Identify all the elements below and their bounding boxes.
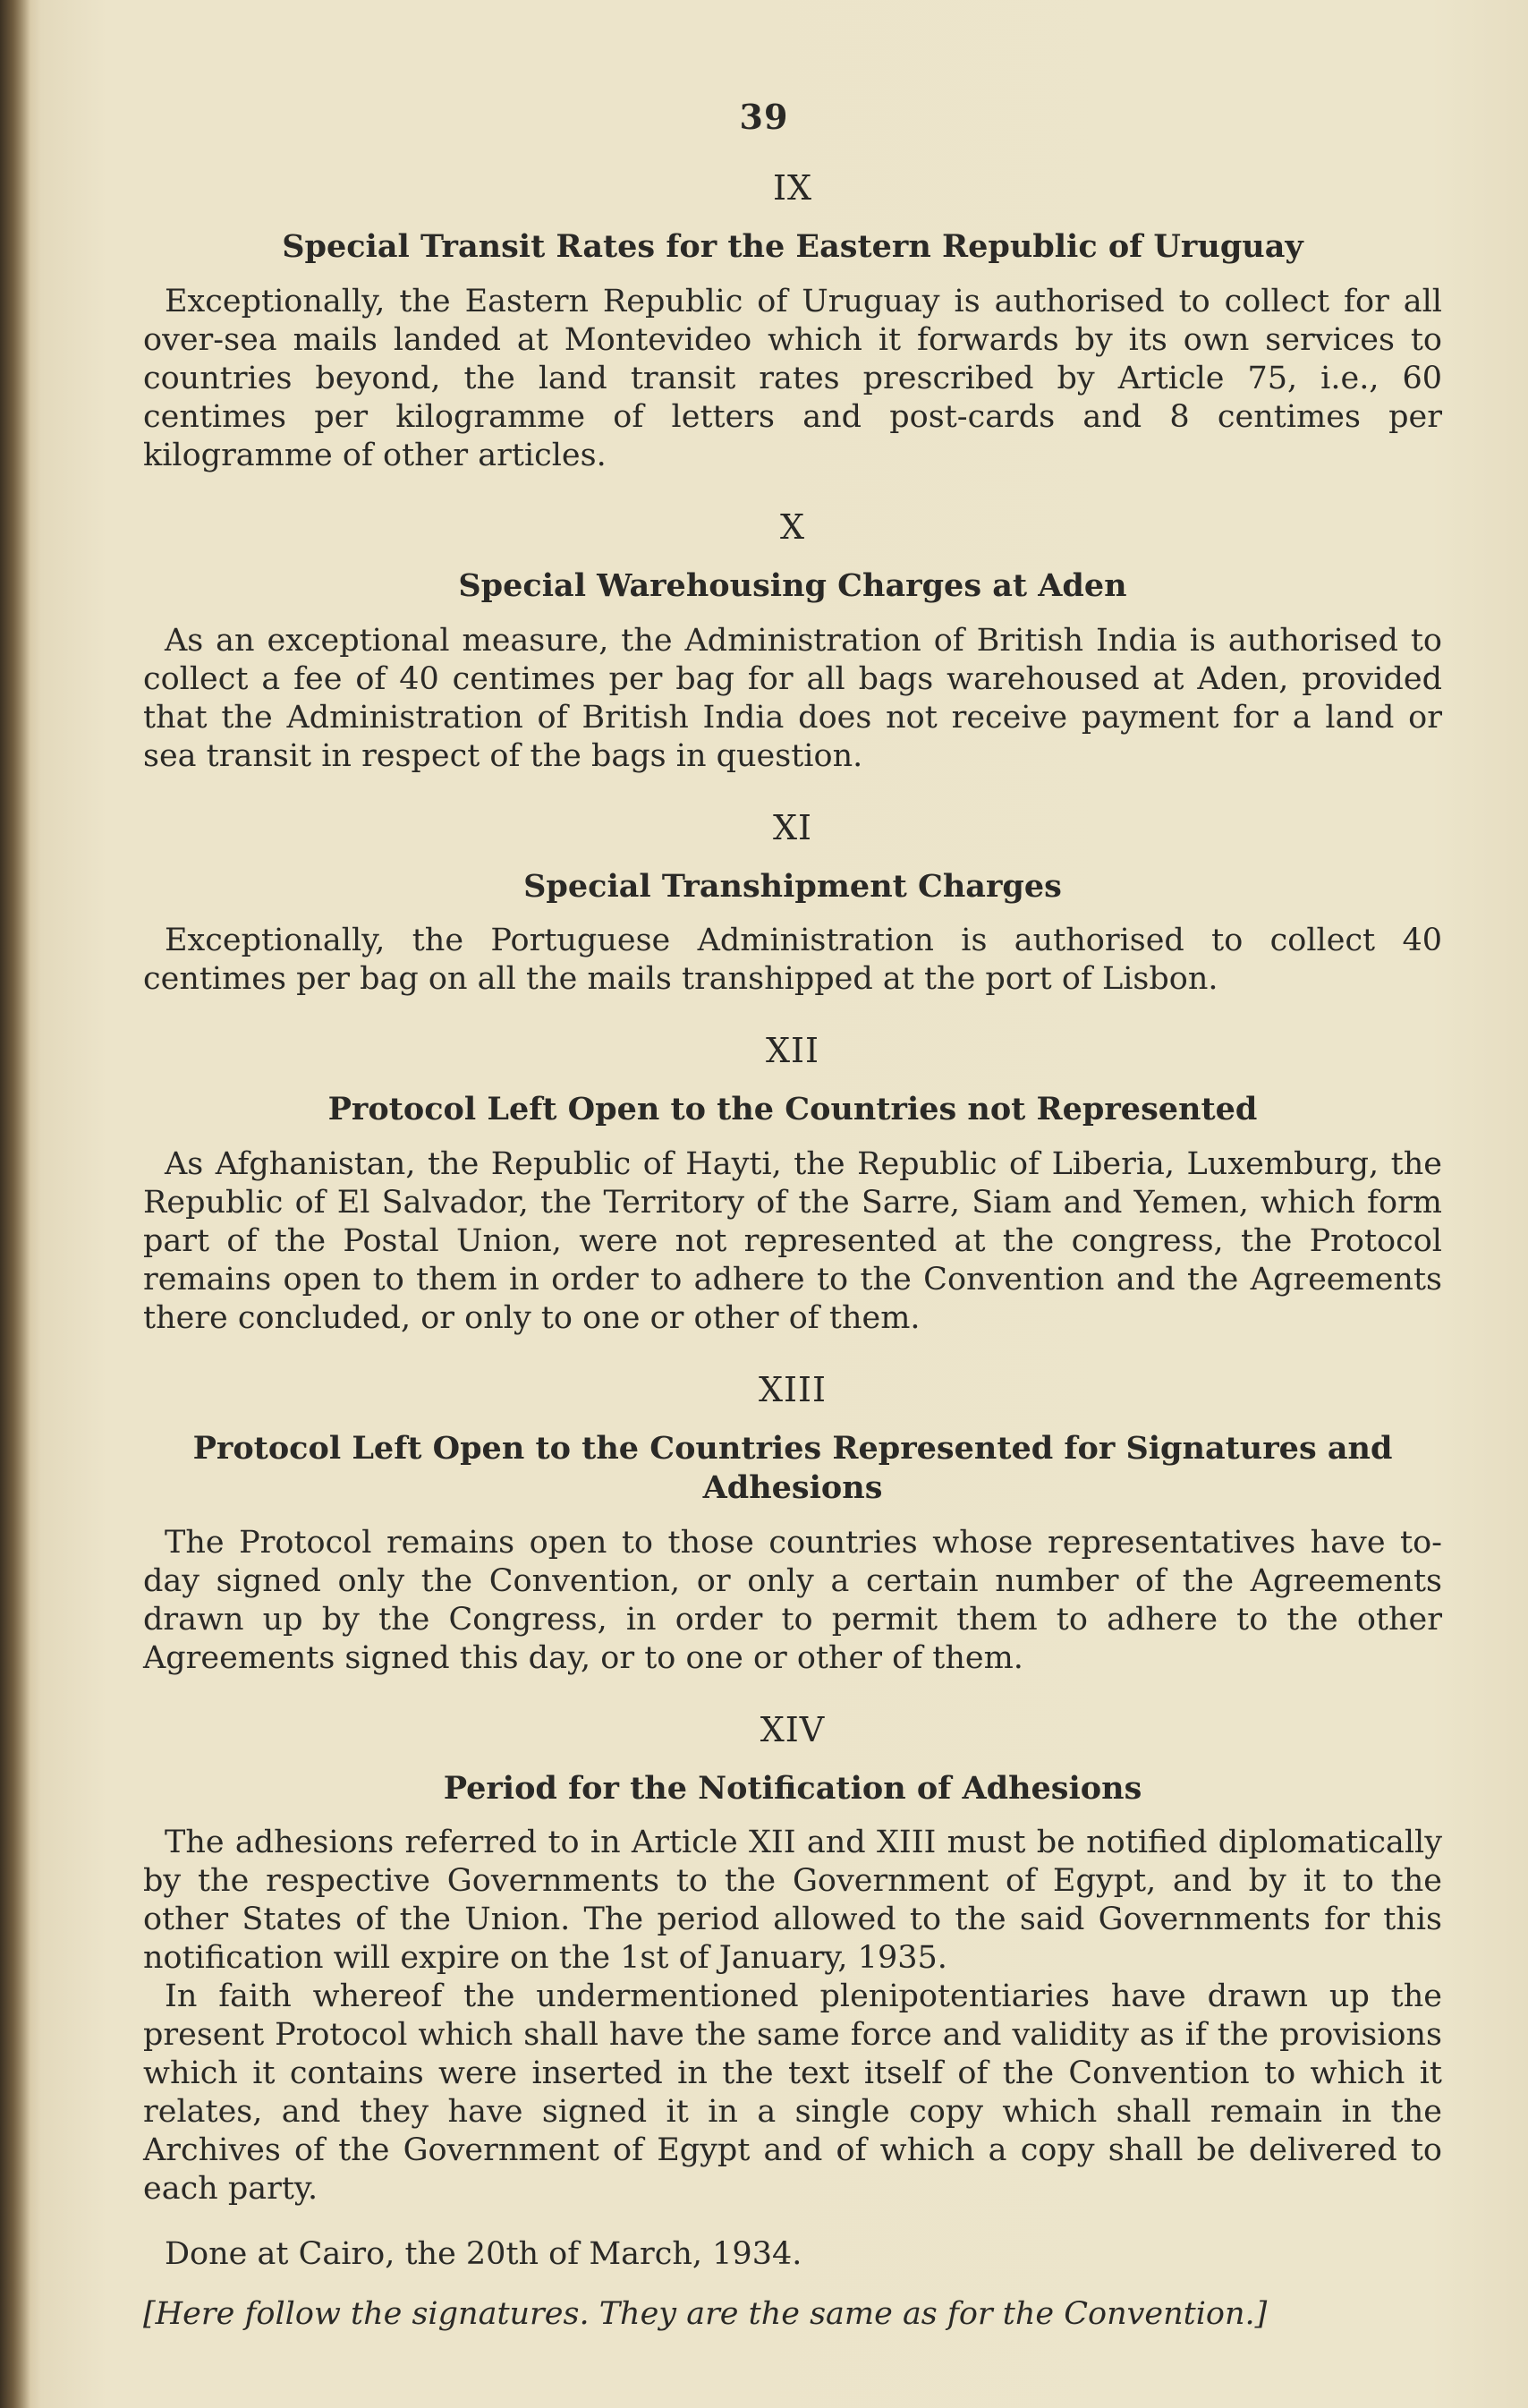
section-paragraph: The adhesions referred to in Article XII and XIII must be notified diplomatically by the respective Governments to the Government of Egypt, and by it to the other States of the Union. The period allowed to the said Governments for this notification will expire on the 1st of January, 1935.	[143, 1825, 1442, 1977]
section-numeral: X	[779, 506, 806, 547]
section-paragraph: As an exceptional measure, the Administration of British India is authorised to collect a fee of 40 centimes per bag for all bags warehoused at Aden, provided that the Administration of British India does not receive payment for a land or sea transit in respect of the bags in question.	[143, 622, 1442, 774]
section-title: Special Transit Rates for the Eastern Republic of Uruguay	[282, 228, 1303, 265]
section-numeral: XIII	[758, 1370, 828, 1409]
section-paragraph: Exceptionally, the Portuguese Administration is authorised to collect 40 centimes per bag on all the mails transhipped at the port of Lisbon.	[143, 923, 1442, 998]
book-gutter	[0, 0, 30, 2408]
section-paragraph: In faith whereof the undermentioned plenipotentiaries have drawn up the present Protocol which shall have the same force and validity as if the provisions which it contains were inserted in the text itself of the Convention to which it relates, and they have signed it in a single copy which shall remain in the Archives of the Government of Egypt and of which a copy shall be delivered to each party.	[143, 1978, 1442, 2208]
section-paragraph: As Afghanistan, the Republic of Hayti, the Republic of Liberia, Luxemburg, the Republic of El Salvador, the Territory of the Sarre, Siam and Yemen, which form part of the Postal Union, were not represented at the congress, the Protocol remains open to them in order to adhere to the Convention and the Agreements there concluded, or only to one or other of them.	[143, 1146, 1442, 1336]
section-paragraph: Exceptionally, the Eastern Republic of Uruguay is authorised to collect for all over-sea mails landed at Montevideo which it forwards by its own services to countries beyond, the land transit rates prescribed by Article 75, i.e., 60 centimes per kilogramme of letters and post-cards and 8 centimes per kilogramme of other articles.	[143, 283, 1442, 473]
page-content	[143, 168, 1442, 2334]
section-title: Protocol Left Open to the Countries not Represented	[327, 1091, 1258, 1128]
section-title: Special Transhipment Charges	[523, 867, 1062, 905]
section-numeral: XIV	[760, 1709, 826, 1749]
closing-date-line: Done at Cairo, the 20th of March, 1934.	[165, 2236, 802, 2273]
section-title: Protocol Left Open to the Countries Represented for Signatures and Adhesions	[192, 1430, 1393, 1506]
section-xi	[143, 808, 1442, 1000]
section-title: Period for the Notification of Adhesions	[443, 1769, 1142, 1807]
section-title: Special Warehousing Charges at Aden	[458, 566, 1127, 604]
section-numeral: XI	[772, 807, 813, 847]
page-number: 39	[739, 97, 789, 137]
section-x	[143, 507, 1442, 776]
section-paragraph: The Protocol remains open to those countries whose representatives have to-day signed only the Convention, or only a certain number of the Agreements drawn up by the Congress, in order to permit them to adhere to the other Agreements signed this day, or to one or other of them.	[143, 1524, 1442, 1676]
section-xiv	[143, 1710, 1442, 2209]
section-xii	[143, 1031, 1442, 1338]
section-xiii	[143, 1370, 1442, 1678]
section-numeral: XII	[765, 1031, 820, 1071]
section-numeral: IX	[772, 168, 813, 208]
signatures-note: [Here follow the signatures. They are the same as for the Convention.]	[143, 2296, 1268, 2333]
section-ix	[143, 168, 1442, 475]
